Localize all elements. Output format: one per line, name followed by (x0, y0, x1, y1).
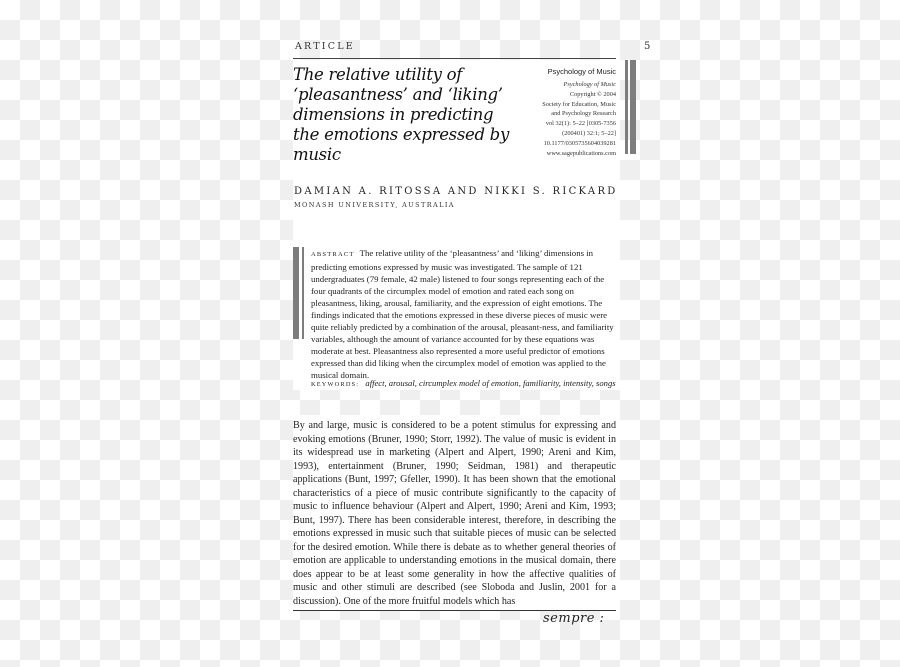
abstract-bar-thick (293, 247, 299, 339)
abstract-bar-thin (302, 247, 304, 339)
decorative-bar-thin (625, 60, 628, 154)
journal-line: Psychology of Music (563, 81, 616, 88)
journal-line: Society for Education, Music (542, 100, 616, 108)
abstract-label: ABSTRACT (311, 251, 355, 258)
abstract (311, 247, 617, 382)
authors: DAMIAN A. RITOSSA AND NIKKI S. RICKARD (294, 186, 618, 197)
journal-line: vol 32(1): 5–22 [0305-7356 (545, 120, 616, 128)
body-text (293, 419, 616, 608)
journal-info (520, 67, 616, 158)
journal-line: 10.1177/0305735604039281 (543, 139, 616, 147)
decorative-bar-thick (630, 60, 636, 154)
affiliation: MONASH UNIVERSITY, AUSTRALIA (294, 201, 455, 209)
page-number: 5 (644, 41, 651, 52)
body-paragraph: By and large, music is considered to be a potent stimulus for expressing and evoking emotions (Bruner, 1990; Storr, 1992). The value of music is evident in its widespread use in marketing (Alpert and Alpert, 1990; Areni and Kim, 1993), entertainment (Bruner, 1990; Seidman, 1981) and therapeutic applications (Bunt, 1997; Gfeller, 1990). It has been shown that the emotional characteristics of a piece of music contribute significantly to the capacity of music to influence behaviour (Alpert and Alpert, 1990; Areni and Kim, 1993; Bunt, 1997). There has been considerable interest, therefore, in describing the emotions expressed in music such that suitable pieces of music can be selected for the desired emotion. While there is debate as to whether general theories of emotion are applicable to understanding emotions in the musical domain, there does appear to be at least some generality in how the affective qualities of music and other stimuli are described (see Sloboda and Juslin, 2001 for a discussion). One of the more fruitful models which has (293, 420, 616, 607)
journal-line: www.sagepublications.com (546, 149, 616, 157)
keywords-label: KEYWORDS: (311, 381, 360, 388)
publisher-mark: sempre : (543, 611, 605, 626)
journal-line: (200401) 32:1; 5–22] (562, 129, 616, 137)
page-author-area (293, 160, 620, 240)
keywords-text: affect, arousal, circumplex model of emotion, familiarity, intensity, songs (365, 378, 616, 388)
article-title: The relative utility of ‘pleasantness’ and ‘liking’ dimensions in predicting the emotions expressed by music (293, 65, 509, 164)
section-label: ARTICLE (295, 41, 355, 52)
abstract-text: The relative utility of the ‘pleasantness’ and ‘liking’ dimensions in predicting emotions expressed by music was investigated. The sample of 121 undergraduates (79 female, 42 male) listened to four songs representing each of the four quadrants of the circumplex model of emotion and rated each song on pleasantness, liking, arousal, familiarity, and the expression of eight emotions. The findings indicated that the emotions expressed in these diverse pieces of music were quite reliably predicted by a combination of the arousal, pleasant-ness, and familiarity variables, although the amount of variance accounted for by these equations was moderate at best. Pleasantness also represented a more useful predictor of emotions expressed than did liking when the circumplex model of emotion was applied to the musical domain. (311, 248, 614, 381)
journal-line: and Psychology Research (551, 110, 616, 118)
keywords (311, 378, 621, 388)
header-rule (293, 58, 616, 59)
journal-line: Copyright © 2004 (569, 90, 616, 98)
journal-name: Psychology of Music (547, 67, 616, 76)
